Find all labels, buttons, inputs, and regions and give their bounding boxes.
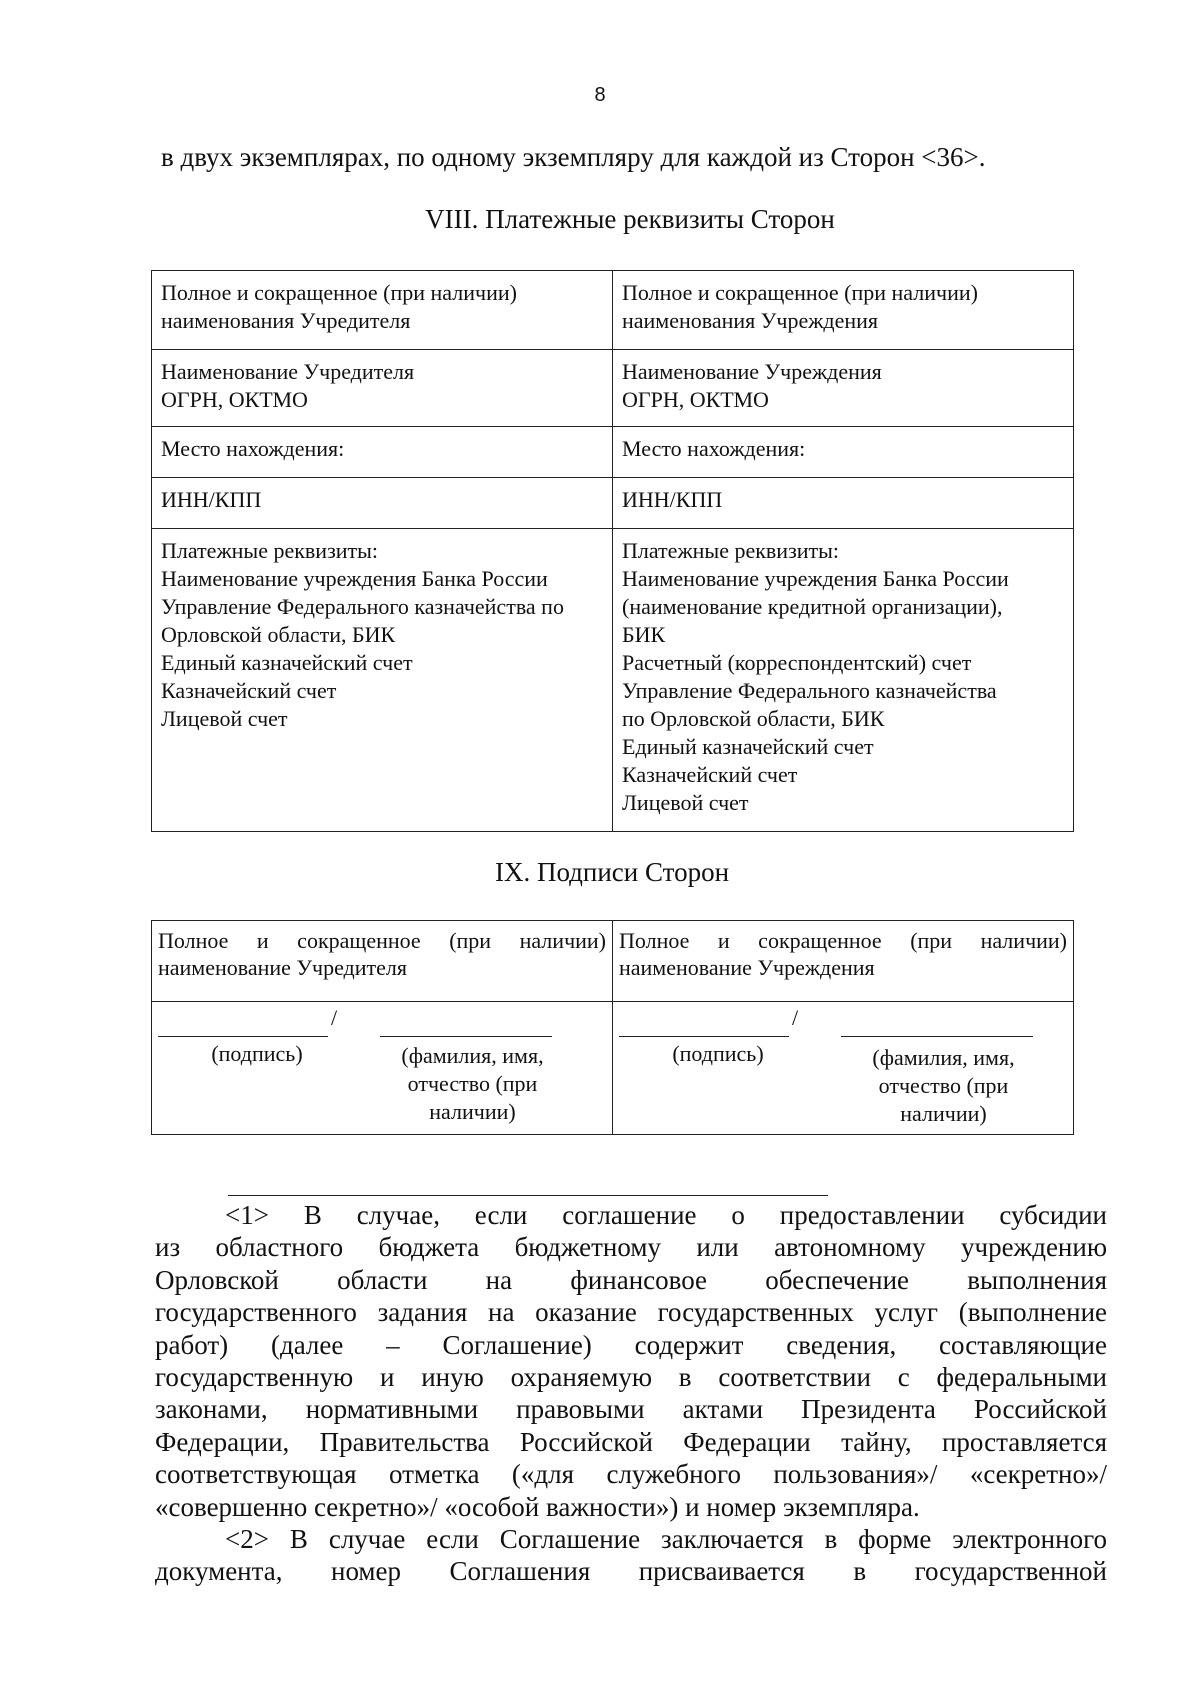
cell-line: Управление Федерального казначейства [622,678,997,703]
cell-line: Полное и сокращенное (при наличии) [161,280,517,305]
signature-line [619,1014,789,1037]
institution-ogrn-cell [613,350,1074,427]
cell-line: Управление Федерального казначейства по [161,594,564,619]
cell-line: Лицевой счет [622,790,749,815]
payment-details-table [151,270,1074,832]
footnote-line: «совершенно секретно»/ «особой важности») и номер экземпляра. [155,1491,920,1522]
table-row [152,478,1074,529]
caption-line: отчество (при [878,1073,1009,1098]
footnote-divider [228,1195,828,1196]
caption-line: наличии) [900,1101,987,1126]
footnote-line: государственного задания на оказание государственных услуг (выполнение [155,1297,1107,1328]
founder-signature-cell [152,1002,613,1135]
table-row [152,350,1074,427]
footnotes [155,1199,1107,1588]
cell-line: Наименование Учреждения [622,359,882,384]
institution-signature-header [613,921,1074,1002]
footnote-1 [155,1199,1107,1523]
table-row [152,529,1074,832]
cell-line: Единый казначейский счет [622,734,874,759]
cell-line: Казначейский счет [161,678,337,703]
institution-location-cell [613,427,1074,478]
footnote-2 [155,1523,1107,1588]
name-caption [390,1042,555,1126]
slash-separator: / [792,1005,799,1030]
cell-line: ИНН/КПП [622,487,723,512]
cell-line: (наименование кредитной организации), [622,594,1003,619]
cell-line: Место нахождения: [622,436,806,461]
footnote-line: из областного бюджета бюджетному или автономному учреждению [155,1232,1107,1263]
cell-line: Место нахождения: [161,436,345,461]
footnote-line: работ) (далее – Соглашение) содержит сведения, составляющие [155,1329,1107,1360]
section-ix-title: IX. Подписи Сторон [494,857,730,887]
cell-line: по Орловской области, БИК [622,706,885,731]
cell-line: Платежные реквизиты: [161,538,379,563]
footnote-line: документа, номер Соглашения присваивается в государственной [155,1556,1107,1587]
cell-line: Казначейский счет [622,762,798,787]
footnote-line: законами, нормативными правовыми актами Президента Российской [155,1394,1107,1425]
cell-line: наименования Учредителя [161,308,411,333]
caption-line: (фамилия, имя, [401,1043,544,1068]
caption-line: отчество (при [407,1071,538,1096]
institution-name-cell [613,271,1074,350]
cell-line: Полное и сокращенное (при наличии) [622,280,978,305]
signature-line [158,1014,328,1037]
founder-name-cell [152,271,613,350]
name-caption [851,1044,1036,1128]
cell-line: наименование Учреждения [619,955,875,980]
founder-bank-details-cell [152,529,613,832]
cell-line: Наименование Учредителя [161,359,415,384]
cell-line: Расчетный (корреспондентский) счет [622,650,972,675]
table-row [152,427,1074,478]
footnote-line: соответствующая отметка («для служебного пользования»/ «секретно»/ [155,1459,1107,1490]
founder-inn-cell [152,478,613,529]
slash-separator: / [331,1005,338,1030]
caption-line: (фамилия, имя, [872,1045,1015,1070]
institution-signature-cell [613,1002,1074,1135]
institution-bank-details-cell [613,529,1074,832]
footnote-line: государственную и иную охраняемую в соответствии с федеральными [155,1362,1107,1393]
signature-caption: (подпись) [211,1041,303,1066]
cell-line: наименование Учредителя [158,955,408,980]
cell-line: Платежные реквизиты: [622,538,840,563]
cell-line: Полное и сокращенное (при наличии) [158,928,606,953]
name-line [841,1014,1033,1037]
cell-line: БИК [622,622,666,647]
footnote-line: <1> В случае, если соглашение о предоставлении субсидии [225,1200,1107,1230]
table-row [152,921,1074,1002]
institution-inn-cell [613,478,1074,529]
intro-text: в двух экземплярах, по одному экземпляру для каждой из Сторон <36>. [161,142,986,172]
name-line [380,1014,552,1037]
footnote-line: <2> В случае если Соглашение заключается в форме электронного [225,1524,1107,1555]
footnote-line: Орловской области на финансовое обеспечение выполнения [155,1264,1107,1295]
signature-caption: (подпись) [672,1041,764,1066]
cell-line: наименования Учреждения [622,308,879,333]
cell-line: Наименование учреждения Банка России [161,566,548,591]
cell-line: Орловской области, БИК [161,622,396,647]
signatures-table [151,920,1074,1135]
cell-line: Полное и сокращенное (при наличии) [619,928,1067,953]
founder-location-cell [152,427,613,478]
footnote-line: Федерации, Правительства Российской Федерации тайну, проставляется [155,1426,1107,1457]
cell-line: Наименование учреждения Банка России [622,566,1009,591]
cell-line: ИНН/КПП [161,487,262,512]
founder-ogrn-cell [152,350,613,427]
cell-line: ОГРН, ОКТМО [622,387,769,412]
table-row [152,271,1074,350]
table-row [152,1002,1074,1135]
cell-line: Лицевой счет [161,706,288,731]
page-number: 8 [594,84,606,106]
cell-line: ОГРН, ОКТМО [161,387,308,412]
caption-line: наличии) [429,1099,516,1124]
cell-line: Единый казначейский счет [161,650,413,675]
section-viii-title: VIII. Платежные реквизиты Сторон [425,204,835,234]
founder-signature-header [152,921,613,1002]
